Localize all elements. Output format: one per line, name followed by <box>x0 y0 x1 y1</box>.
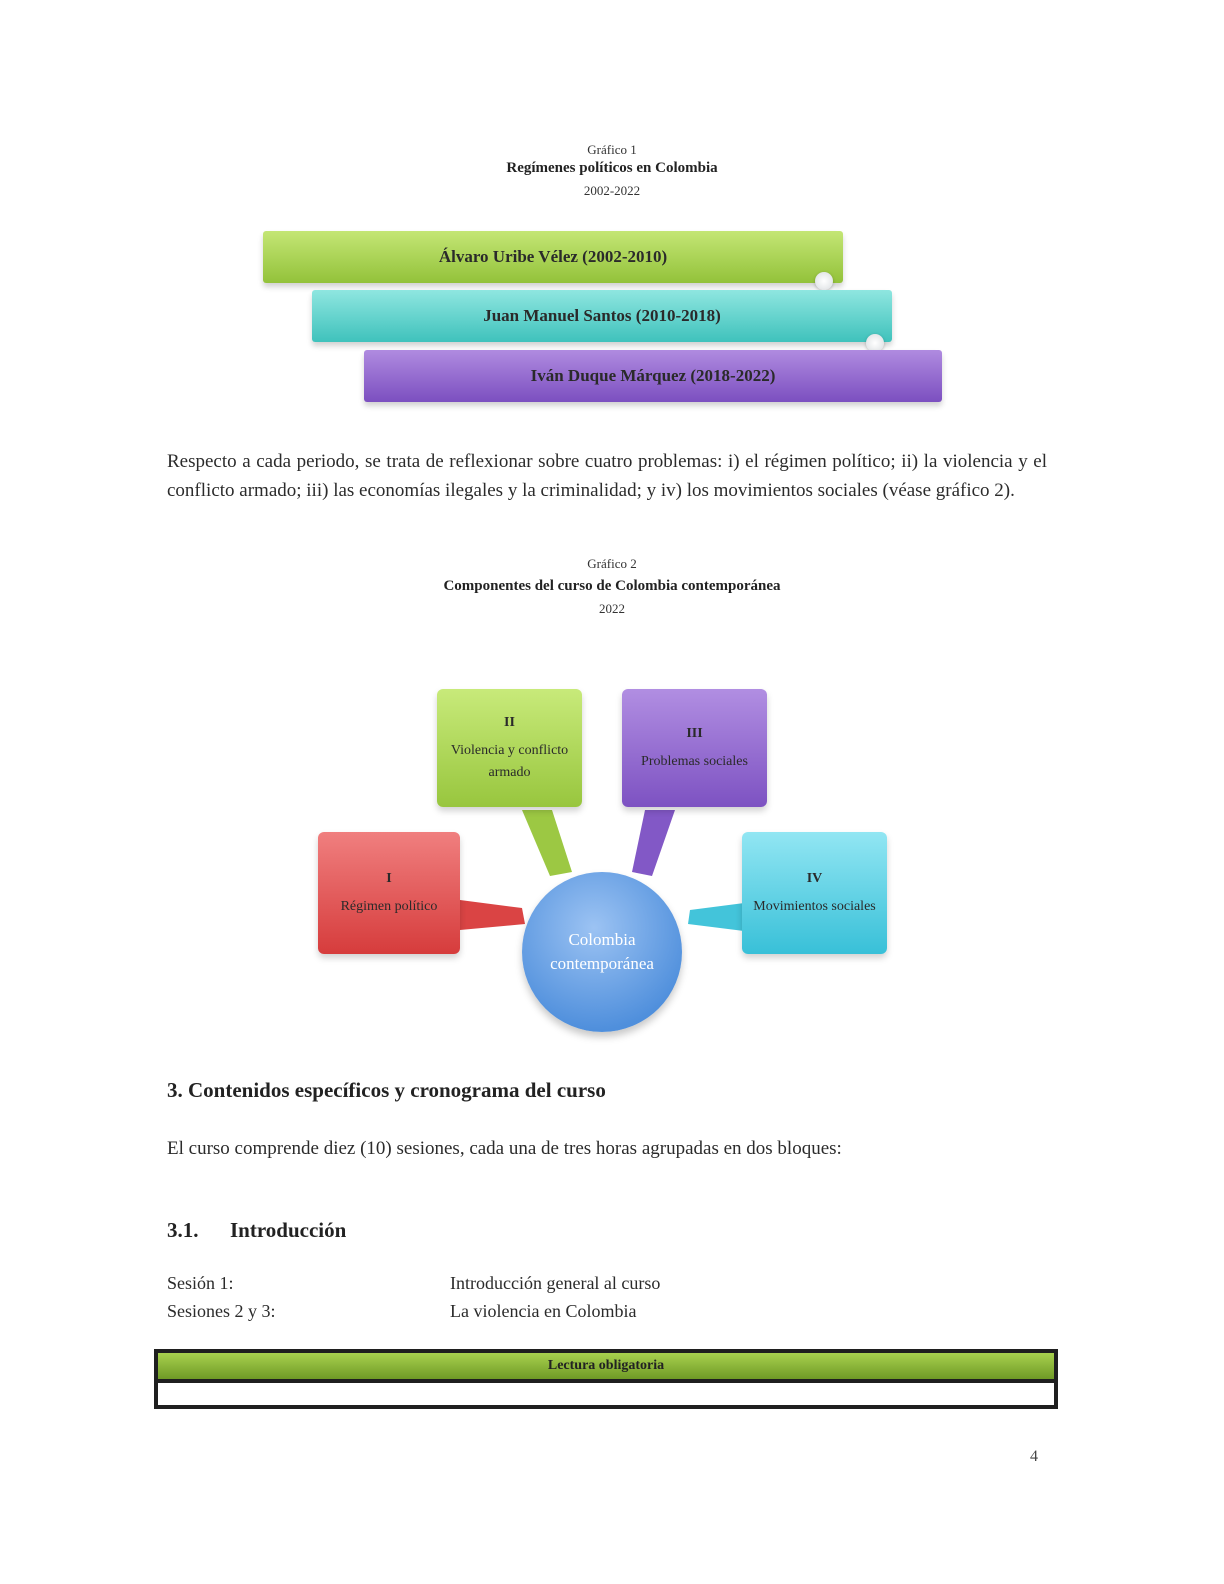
node-violencia-number: II <box>504 715 515 730</box>
node-problemas-number: III <box>686 726 703 741</box>
session-row-2 <box>167 1301 636 1322</box>
reading-box-title: Lectura obligatoria <box>547 1358 665 1373</box>
node-problemas <box>622 689 767 807</box>
session-row-1-label: Sesión 1: <box>167 1273 234 1293</box>
timeline-bar-3-label: Iván Duque Márquez (2018-2022) <box>530 366 776 385</box>
node-problemas-label: Problemas sociales <box>641 754 748 769</box>
timeline-bar-2 <box>312 290 892 342</box>
node-movimientos-label: Movimientos sociales <box>753 899 876 914</box>
tail-node-1 <box>460 900 525 930</box>
node-regimen-label: Régimen político <box>340 899 438 914</box>
timeline-bar-1-label: Álvaro Uribe Vélez (2002-2010) <box>438 247 668 266</box>
figure1-title: Regímenes políticos en Colombia <box>506 160 718 176</box>
figure2-title: Componentes del curso de Colombia contemporánea <box>443 578 781 594</box>
figure1-period: 2002-2022 <box>583 183 641 198</box>
node-movimientos <box>742 832 887 954</box>
session-row-2-value: La violencia en Colombia <box>450 1301 637 1321</box>
figure2-period: 2022 <box>599 601 625 616</box>
figure2-number: Gráfico 2 <box>587 556 637 571</box>
body-paragraph-1: Respecto a cada periodo, se trata de reflexionar sobre cuatro problemas: i) el régimen político; ii) la violencia y el conflicto armado; iii) las economías ilegales y la criminalidad; y iv) los movimientos sociales (véase gráfico 2). <box>167 451 1047 501</box>
subsection-heading: 3.1. Introducción <box>167 1218 347 1242</box>
session-row-2-label: Sesiones 2 y 3: <box>167 1301 276 1321</box>
node-violencia-label: Violencia y conflicto armado <box>450 743 569 780</box>
reading-box <box>154 1349 1058 1409</box>
node-movimientos-number: IV <box>806 871 823 886</box>
session-row-1 <box>167 1273 660 1294</box>
tail-node-2 <box>522 810 572 876</box>
timeline-bar-2-label: Juan Manuel Santos (2010-2018) <box>483 306 721 325</box>
timeline-bar-1 <box>263 231 843 283</box>
timeline-bar-3 <box>364 350 942 402</box>
node-regimen-number: I <box>386 871 392 886</box>
section-paragraph: El curso comprende diez (10) sesiones, cada una de tres horas agrupadas en dos bloques: <box>167 1138 842 1159</box>
figure1-number: Gráfico 1 <box>587 142 637 157</box>
timeline-connector-1 <box>815 272 833 290</box>
reading-box-header <box>158 1353 1054 1383</box>
hub-label: Colombia contemporánea <box>550 930 654 973</box>
node-regimen <box>318 832 460 954</box>
session-row-1-value: Introducción general al curso <box>450 1273 661 1293</box>
page-number: 4 <box>1030 1448 1038 1465</box>
hub-circle <box>522 872 682 1032</box>
section-heading: 3. Contenidos específicos y cronograma del curso <box>167 1078 606 1102</box>
node-violencia <box>437 689 582 807</box>
tail-node-3 <box>632 810 675 876</box>
